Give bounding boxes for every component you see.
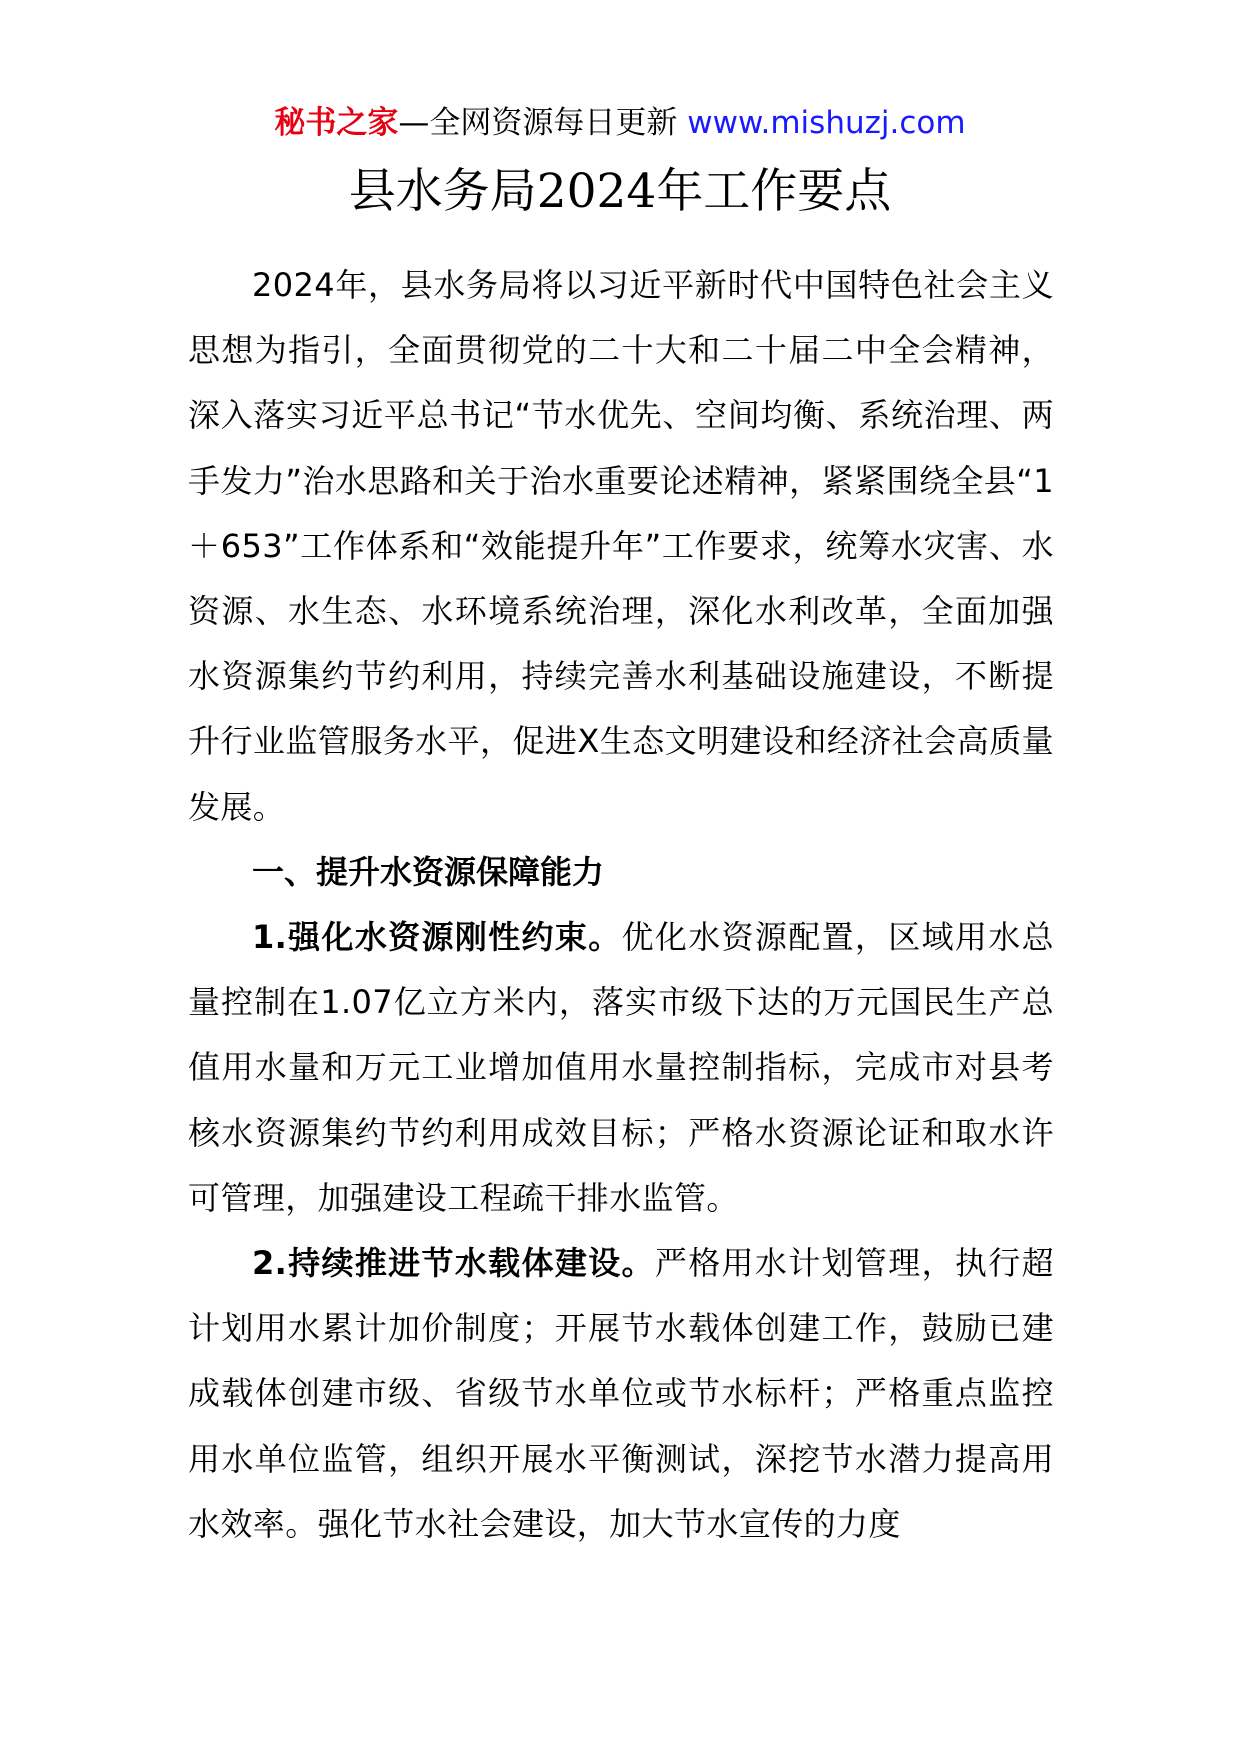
- title-suffix: 年工作要点: [656, 164, 892, 219]
- document-body: [188, 253, 1054, 1557]
- intro-paragraph: 2024年，县水务局将以习近平新时代中国特色社会主义思想为指引，全面贯彻党的二十大和二十届二中全会精神，深入落实习近平总书记“节水优先、空间均衡、系统治理、两手发力”治水思路和关于治水重要论述精神，紧紧围绕全县“1＋653”工作体系和“效能提升年”工作要求，统筹水灾害、水资源、水生态、水环境系统治理，深化水利改革，全面加强水资源集约节约利用，持续完善水利基础设施建设，不断提升行业监管服务水平，促进X生态文明建设和经济社会高质量发展。: [188, 266, 1054, 826]
- site-brand: 秘书之家: [274, 105, 399, 141]
- title-year: 2024: [536, 164, 657, 219]
- item-body-1: 优化水资源配置，区域用水总量控制在1.07亿立方米内，落实市级下达的万元国民生产总值用水量和万元工业增加值用水量控制指标，完成市对县考核水资源集约节约利用成效目标；严格水资源论证和取水许可管理，加强建设工程疏干排水监管。: [188, 918, 1054, 1217]
- item-lead-2: 2.持续推进节水载体建设。: [252, 1244, 655, 1283]
- title-prefix: 县水务局: [348, 164, 537, 219]
- section-heading: 一、提升水资源保障能力: [252, 852, 605, 891]
- item-paragraph-2: [188, 1231, 1054, 1557]
- site-tagline: —全网资源每日更新: [398, 105, 688, 141]
- document-title: [0, 162, 1240, 222]
- item-body-2: 严格用水计划管理，执行超计划用水累计加价制度；开展节水载体创建工作，鼓励已建成载体创建市级、省级节水单位或节水标杆；严格重点监控用水单位监管，组织开展水平衡测试，深挖节水潜力提高用水效率。强化节水社会建设，加大节水宣传的力度: [188, 1244, 1054, 1543]
- site-header: [0, 103, 1240, 143]
- item-paragraph-1: [188, 905, 1054, 1231]
- site-url: www.mishuzj.com: [687, 105, 966, 141]
- item-lead-1: 1.强化水资源刚性约束。: [252, 918, 622, 957]
